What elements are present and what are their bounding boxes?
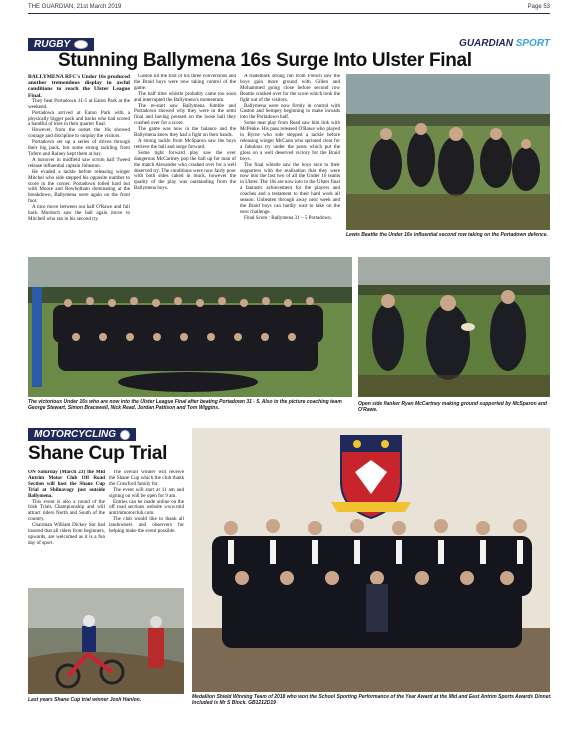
rugby-paragraph: Some neat play from Read saw him link with McPeake. His pass released O'Rawe who played in Byrne who side stepped a tackle before releasing winger McCann who sprinted clear for a fabulous try under the posts which put the gloss on a well deserved victory for the Braid boys.	[240, 120, 340, 162]
motorcycling-paragraph: This event is also a round of the Irish Trials Championship and will attract riders North and South of the country.	[28, 498, 105, 523]
rugby-paragraph: Gaston hit the first of his three conversions and the Braid boys were now taking control of the game.	[134, 74, 236, 91]
header-rule	[28, 13, 550, 14]
section-tag-motorcycling	[28, 428, 136, 441]
rugby-paragraph: He evaded a tackle before releasing winger Mitchel who side stepped his opposite number to score in the corner. Portadown toiled hard but with Moore and Rowbotham dominating at the breakdown, Ballymena were again on the front foot.	[28, 168, 130, 205]
caption-rider: Last years Shane Cup trial winner Josh Hanlon.	[28, 697, 142, 703]
paper-date: THE GUARDIAN, 21st March 2019	[28, 4, 122, 10]
rugby-paragraph: A nice move between out half O'Rawe and full back Murdoch saw the ball again move to Mitchell who ran in his second try.	[28, 204, 130, 222]
caption-team: The victorious Under 16s who are now into the Ulster League Final after beating Portadown 31 - 5. Also in the picture coaching team George Stewart, Simon Bracewell, Nick Read, Jordan Pattison and Tom Wiggins.	[28, 399, 342, 411]
rugby-headline: Stunning Ballymena 16s Surge Into Ulster Final	[58, 50, 472, 71]
brand-guardian: GUARDIAN	[459, 38, 513, 49]
rugby-paragraph: Portadown arrived at Eaton Park with a physically bigger pack and backs who had scored a handful of tries in their quarter final.	[28, 109, 130, 128]
rugby-paragraph: The final whistle saw the boys race to their supporters with the realisation that they were now into the last two of all the Under 16 teams in Ulster. The 16s are now into to the Ulster final a fantastic achievement for the players and coaches and a testament to their hard work all season. Unbeaten through away next week and the Braid boys can hardly wait to take on the next challenge.	[240, 161, 340, 215]
motorcycling-paragraph: Chairman William Dickey Snr had insured that all riders from beginners, upwards, are welcomed as it is a fun day of sport.	[28, 522, 105, 546]
rugby-paragraph: Ballymena were now firmly in control with Gaston and Sempey beginning to make inroads into the Portadown half.	[240, 102, 340, 121]
rugby-paragraph: Portadown set up a series of drives through their big pack, but some strong tackling from Tofern and Rainey kept them at bay.	[28, 139, 130, 157]
caption-beattie: Lewis Beattie the Under 16s influential second row taking on the Portadown defence.	[346, 232, 548, 238]
brand-sport: SPORT	[515, 38, 550, 49]
rugby-paragraph: They beat Portadown 31-5 at Eaton Park at the weekend.	[28, 97, 130, 110]
caption-action: Open side flanker Ryan McCartney making ground supported by McSparon and O'Rawe.	[358, 401, 547, 413]
rugby-paragraph: The game was now in the balance and the Ballymena knew they had a fight on their hands.	[134, 126, 236, 139]
rugby-team-photo	[28, 257, 352, 397]
page-number: Page 53	[527, 4, 550, 10]
motorcycling-paragraph: The event will start at 11 am and signing on will be open for 9 am.	[109, 486, 184, 499]
rugby-paragraph: A turnover in midfield saw scrum half Tweed release influential captain Johnston.	[28, 156, 130, 169]
rugby-photo-beattie	[346, 74, 550, 230]
rugby-ball-icon	[74, 40, 88, 49]
rugby-column-2	[134, 74, 236, 258]
rugby-paragraph: A strong tackle from McSparon saw the boys retrieve the ball and surge forward.	[134, 137, 236, 150]
rugby-paragraph: BALLYMENA RFC's Under 16s produced another tremendous display in awful conditions to reach the Ulster League Final.	[28, 74, 130, 99]
rugby-paragraph: However, from the outset the 16s showed courage and discipline to outplay the visitors.	[28, 127, 130, 140]
guardian-sport-brand	[459, 38, 550, 49]
rider-photo	[28, 588, 184, 694]
motorcycling-paragraph: The overall winner will receive the Shane Cup which the club thank the Crawford family for.	[109, 470, 184, 487]
motorcycling-column-1	[28, 470, 105, 586]
rugby-paragraph: The re-start saw Ballymena fumble and Portadown showed why they were in the semi final and having pressed on the loose ball they crashed over for a score.	[134, 102, 236, 127]
caption-school: Medallion Shield Winning Team of 2018 who won the School Sporting Performance of the Year Award at the Mid and East Antrim Sports Awards Dinner. Included is Mr S Block. GB1212D19	[192, 694, 552, 706]
motorcycle-wheel-icon	[120, 430, 130, 440]
rugby-column-3	[240, 74, 340, 258]
motorcycling-headline: Shane Cup Trial	[28, 443, 168, 464]
motorcycling-paragraph: The club would like to thank all landowners and observers for helping make the event possible.	[109, 516, 184, 535]
rugby-column-1	[28, 74, 130, 258]
rugby-action-photo	[358, 257, 550, 397]
motorcycling-paragraph: Entries can be made online on the off road sections website www.mid antrimmotorclub.com.	[109, 498, 184, 517]
rugby-paragraph: Final Score : Ballymena 31 – 5 Portadown.	[244, 214, 332, 221]
rugby-paragraph: The half time whistle probably came too soon and interrupted the Ballymena's momentum.	[134, 90, 236, 103]
motorcycling-tag-label: MOTORCYCLING	[34, 429, 117, 440]
rugby-tag-label: RUGBY	[34, 39, 71, 50]
school-team-photo	[192, 428, 550, 692]
motorcycling-column-2	[109, 470, 184, 586]
rugby-paragraph: Some tight forward play saw the ever dangerous McCartney pop the ball up for man of the match Alexander who crashed over for a well deserved try. The conditions were now fairly poor with both sides caked in muck, however the quality of the play was outstanding from the Ballymena boys.	[134, 149, 236, 192]
motorcycling-paragraph: ON Saturday (March 23) the Mid Antrim Motor Club Off Road Section will host the Shane Cup Trial at Shilnavogy just outside Ballymena.	[28, 470, 105, 499]
rugby-paragraph: A trademark strong run from French saw the boys gain more ground with Gillen and Mohammed going close before second row Beattie crashed over for the score which took the fight out of the visitors.	[240, 74, 340, 103]
